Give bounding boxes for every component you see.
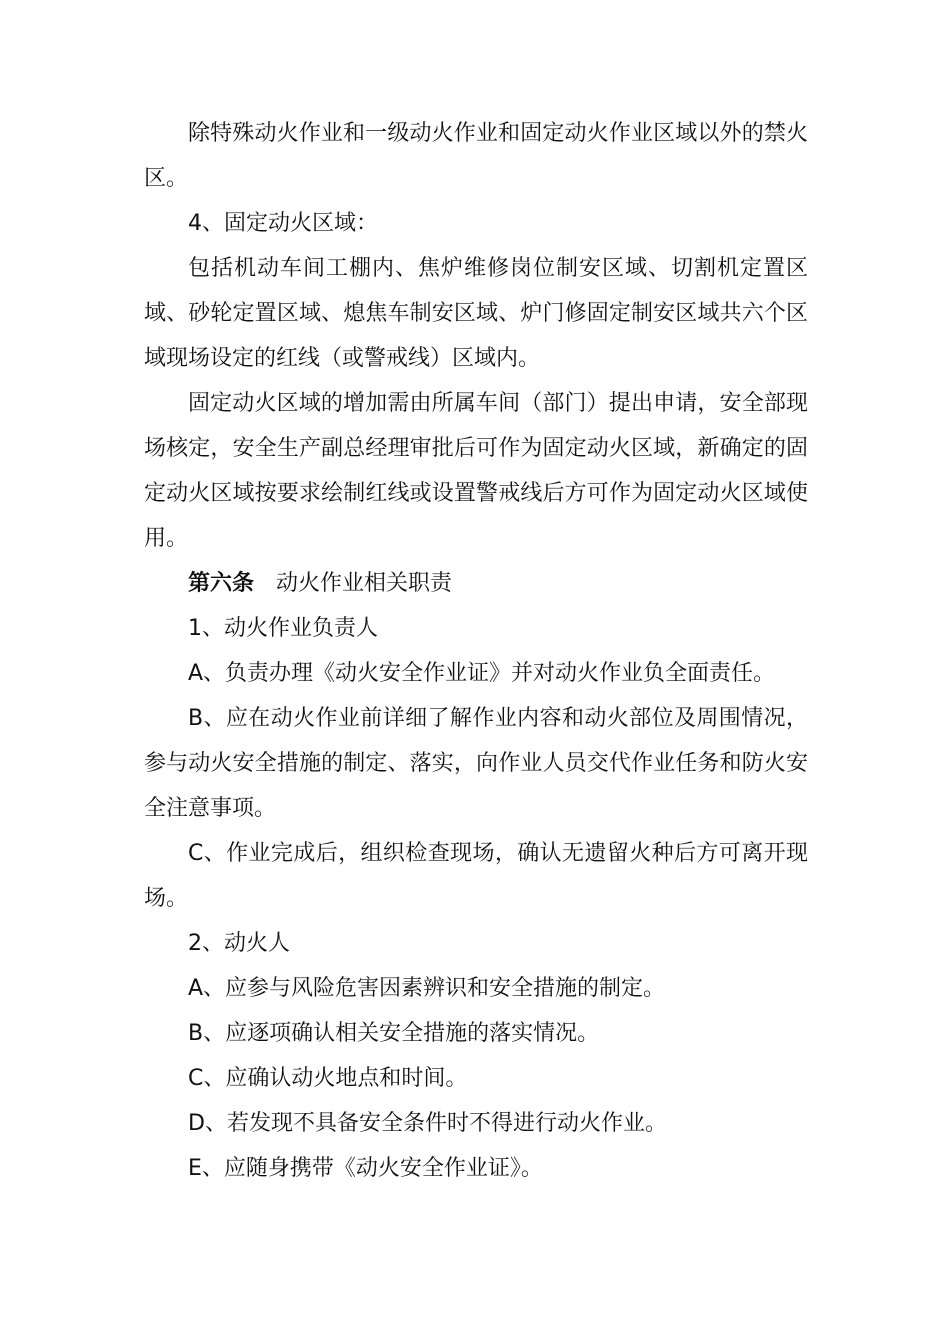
duty-item-c1: C、作业完成后，组织检查现场，确认无遗留火种后方可离开现场。 bbox=[144, 841, 808, 911]
document-body bbox=[144, 111, 808, 1191]
duty-item-e2: E、应随身携带《动火安全作业证》。 bbox=[188, 1156, 543, 1181]
heading-fixed-hot-work-area: 4、固定动火区域： bbox=[188, 211, 378, 236]
duty-item-a1: A、负责办理《动火安全作业证》并对动火作业负全面责任。 bbox=[188, 661, 776, 686]
heading-hot-work-operator: 2、动火人 bbox=[188, 931, 290, 956]
article-6-label: 第六条 bbox=[188, 571, 255, 596]
paragraph-fixed-areas-list: 包括机动车间工棚内、焦炉维修岗位制安区域、切割机定置区域、砂轮定置区域、熄焦车制安区域、炉门修固定制安区域共六个区域现场设定的红线（或警戒线）区域内。 bbox=[144, 256, 808, 371]
paragraph-fixed-area-addition: 固定动火区域的增加需由所属车间（部门）提出申请，安全部现场核定，安全生产副总经理审批后可作为固定动火区域，新确定的固定动火区域按要求绘制红线或设置警戒线后方可作为固定动火区域使用。 bbox=[144, 391, 808, 551]
duty-item-b1: B、应在动火作业前详细了解作业内容和动火部位及周围情况，参与动火安全措施的制定、落实，向作业人员交代作业任务和防火安全注意事项。 bbox=[144, 706, 808, 821]
article-6-title: 动火作业相关职责 bbox=[276, 571, 453, 596]
heading-person-in-charge: 1、动火作业负责人 bbox=[188, 616, 378, 641]
duty-item-b2: B、应逐项确认相关安全措施的落实情况。 bbox=[188, 1021, 600, 1046]
duty-item-c2: C、应确认动火地点和时间。 bbox=[188, 1066, 468, 1091]
article-6-heading bbox=[144, 561, 808, 606]
duty-item-a2: A、应参与风险危害因素辨识和安全措施的制定。 bbox=[188, 976, 666, 1001]
paragraph-prohibited-zone: 除特殊动火作业和一级动火作业和固定动火作业区域以外的禁火区。 bbox=[144, 121, 808, 191]
duty-item-d2: D、若发现不具备安全条件时不得进行动火作业。 bbox=[188, 1111, 667, 1136]
